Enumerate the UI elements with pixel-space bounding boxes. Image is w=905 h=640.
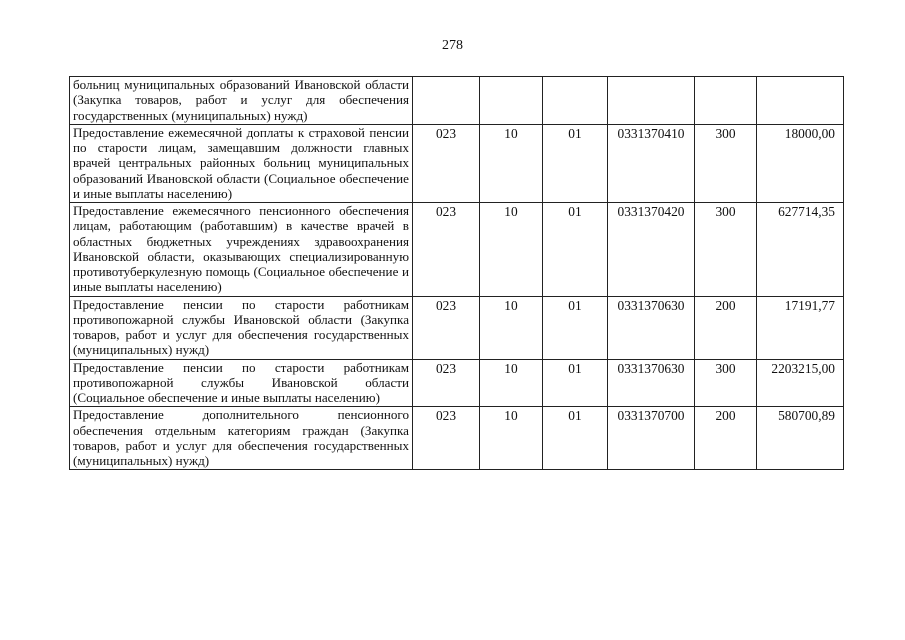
page-number: 278 [442,38,463,53]
table-row [70,124,844,202]
table-body [70,77,844,470]
cell-amount [757,77,844,125]
cell-section: 10 [480,203,543,297]
cell-description: Предоставление ежемесячного пенсионного обеспечения лицам, работающим (работавшим) в качестве врачей в областных бюджетных учреждениях здравоохранения Ивановской области, оказывающих специализированную противотуберкулезную помощь (Социальное обеспечение и иные выплаты населению) [70,203,413,297]
cell-description: Предоставление дополнительного пенсионного обеспечения отдельным категориям граждан (Закупка товаров, работ и услуг для обеспечения государственных (муниципальных) нужд) [70,407,413,470]
table-row [70,296,844,359]
cell-expense-type: 300 [695,359,757,407]
table-row [70,359,844,407]
cell-amount: 17191,77 [757,296,844,359]
cell-expense-type [695,77,757,125]
cell-target-article: 0331370420 [608,203,695,297]
budget-table [69,76,844,470]
cell-target-article: 0331370630 [608,359,695,407]
cell-ministry-code: 023 [413,407,480,470]
cell-section [480,77,543,125]
cell-section: 10 [480,124,543,202]
cell-expense-type: 200 [695,407,757,470]
cell-subsection: 01 [543,359,608,407]
cell-amount: 580700,89 [757,407,844,470]
table-row [70,203,844,297]
cell-expense-type: 300 [695,124,757,202]
cell-target-article: 0331370700 [608,407,695,470]
cell-section: 10 [480,407,543,470]
cell-subsection: 01 [543,296,608,359]
cell-target-article: 0331370630 [608,296,695,359]
cell-subsection: 01 [543,407,608,470]
cell-amount: 627714,35 [757,203,844,297]
cell-ministry-code: 023 [413,359,480,407]
table-row [70,407,844,470]
cell-description: Предоставление пенсии по старости работникам противопожарной службы Ивановской области (Социальное обеспечение и иные выплаты населению) [70,359,413,407]
cell-target-article: 0331370410 [608,124,695,202]
cell-section: 10 [480,296,543,359]
cell-expense-type: 200 [695,296,757,359]
cell-subsection [543,77,608,125]
cell-amount: 2203215,00 [757,359,844,407]
cell-description: Предоставление пенсии по старости работникам противопожарной службы Ивановской области (Закупка товаров, работ и услуг для обеспечения государственных (муниципальных) нужд) [70,296,413,359]
cell-ministry-code: 023 [413,296,480,359]
table-row [70,77,844,125]
cell-amount: 18000,00 [757,124,844,202]
cell-target-article [608,77,695,125]
cell-ministry-code [413,77,480,125]
cell-description: Предоставление ежемесячной доплаты к страховой пенсии по старости лицам, замещавшим должности главных врачей центральных районных больниц муниципальных образований Ивановской области (Социальное обеспечение и иные выплаты населению) [70,124,413,202]
cell-ministry-code: 023 [413,203,480,297]
cell-subsection: 01 [543,124,608,202]
cell-ministry-code: 023 [413,124,480,202]
cell-subsection: 01 [543,203,608,297]
cell-section: 10 [480,359,543,407]
cell-description: больниц муниципальных образований Ивановской области (Закупка товаров, работ и услуг для обеспечения государственных (муниципальных) нужд) [70,77,413,125]
cell-expense-type: 300 [695,203,757,297]
